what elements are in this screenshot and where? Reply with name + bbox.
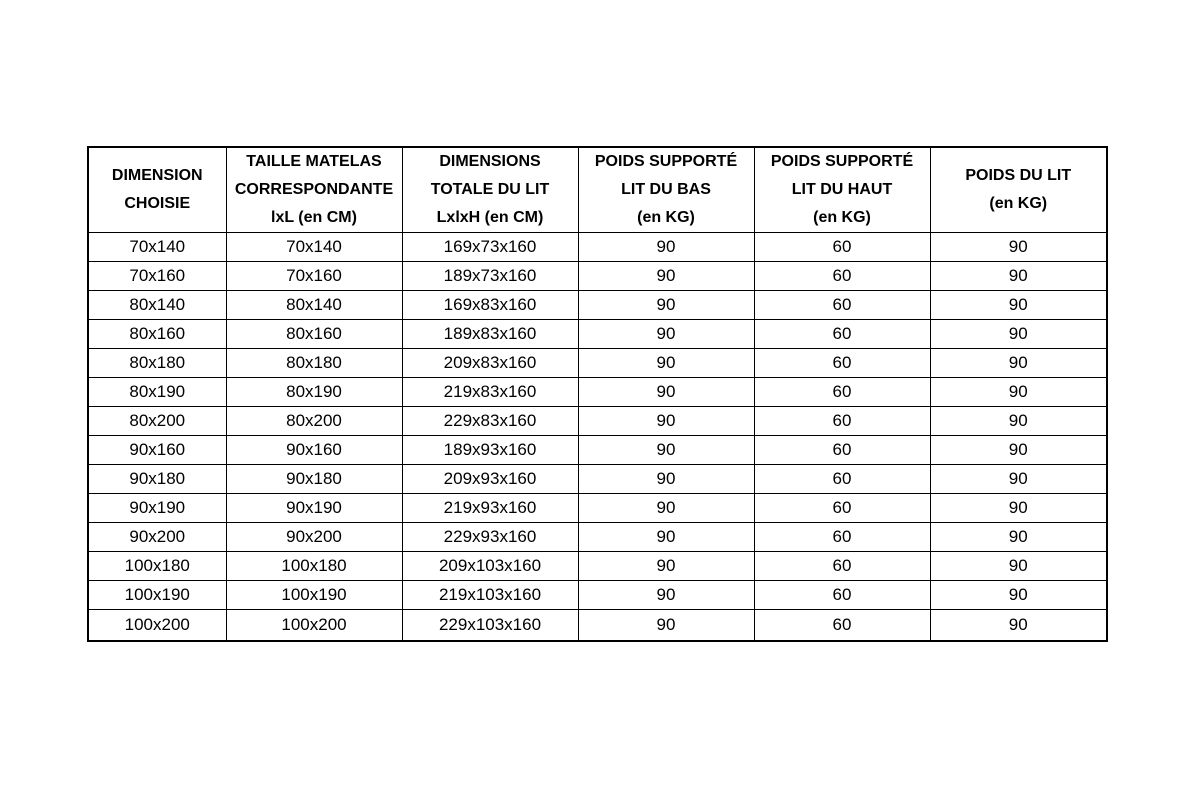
cell-poids-lit-haut: 60 bbox=[754, 407, 930, 436]
cell-poids-du-lit: 90 bbox=[930, 233, 1107, 262]
cell-dimension-choisie: 90x160 bbox=[88, 436, 226, 465]
cell-poids-lit-haut: 60 bbox=[754, 610, 930, 642]
cell-poids-lit-bas: 90 bbox=[578, 320, 754, 349]
cell-poids-du-lit: 90 bbox=[930, 581, 1107, 610]
bed-dimensions-table bbox=[87, 146, 1108, 642]
cell-dimension-choisie: 70x140 bbox=[88, 233, 226, 262]
cell-poids-lit-bas: 90 bbox=[578, 610, 754, 642]
cell-poids-lit-bas: 90 bbox=[578, 262, 754, 291]
table-row bbox=[88, 436, 1107, 465]
header-line: CORRESPONDANTE bbox=[234, 181, 394, 198]
cell-taille-matelas: 100x190 bbox=[226, 581, 402, 610]
cell-dimension-choisie: 80x180 bbox=[88, 349, 226, 378]
cell-poids-lit-haut: 60 bbox=[754, 349, 930, 378]
cell-taille-matelas: 80x140 bbox=[226, 291, 402, 320]
cell-dimensions-totale: 189x73x160 bbox=[402, 262, 578, 291]
cell-poids-du-lit: 90 bbox=[930, 291, 1107, 320]
header-line: LIT DU HAUT bbox=[791, 181, 893, 198]
cell-poids-lit-haut: 60 bbox=[754, 465, 930, 494]
cell-dimension-choisie: 80x190 bbox=[88, 378, 226, 407]
cell-taille-matelas: 100x180 bbox=[226, 552, 402, 581]
table-row bbox=[88, 233, 1107, 262]
cell-dimensions-totale: 229x103x160 bbox=[402, 610, 578, 642]
header-line: DIMENSION bbox=[111, 167, 203, 184]
cell-poids-lit-haut: 60 bbox=[754, 523, 930, 552]
cell-poids-lit-bas: 90 bbox=[578, 552, 754, 581]
cell-poids-lit-haut: 60 bbox=[754, 494, 930, 523]
cell-poids-du-lit: 90 bbox=[930, 262, 1107, 291]
header-line: DIMENSIONS bbox=[439, 153, 541, 170]
cell-dimensions-totale: 189x83x160 bbox=[402, 320, 578, 349]
header-poids-du-lit bbox=[930, 147, 1107, 233]
header-line: (en KG) bbox=[989, 195, 1048, 212]
cell-dimension-choisie: 70x160 bbox=[88, 262, 226, 291]
header-line: POIDS SUPPORTÉ bbox=[770, 153, 914, 170]
cell-taille-matelas: 90x190 bbox=[226, 494, 402, 523]
cell-poids-lit-bas: 90 bbox=[578, 436, 754, 465]
cell-dimension-choisie: 100x180 bbox=[88, 552, 226, 581]
header-line: (en KG) bbox=[813, 209, 871, 226]
cell-taille-matelas: 90x160 bbox=[226, 436, 402, 465]
cell-poids-du-lit: 90 bbox=[930, 407, 1107, 436]
cell-dimension-choisie: 100x200 bbox=[88, 610, 226, 642]
cell-dimensions-totale: 209x93x160 bbox=[402, 465, 578, 494]
cell-poids-lit-bas: 90 bbox=[578, 291, 754, 320]
cell-dimension-choisie: 90x180 bbox=[88, 465, 226, 494]
cell-poids-lit-haut: 60 bbox=[754, 581, 930, 610]
cell-poids-lit-haut: 60 bbox=[754, 552, 930, 581]
cell-taille-matelas: 100x200 bbox=[226, 610, 402, 642]
table-row bbox=[88, 378, 1107, 407]
cell-poids-du-lit: 90 bbox=[930, 320, 1107, 349]
cell-dimensions-totale: 169x83x160 bbox=[402, 291, 578, 320]
cell-dimensions-totale: 209x83x160 bbox=[402, 349, 578, 378]
cell-poids-du-lit: 90 bbox=[930, 465, 1107, 494]
cell-dimensions-totale: 229x83x160 bbox=[402, 407, 578, 436]
cell-taille-matelas: 90x200 bbox=[226, 523, 402, 552]
cell-poids-du-lit: 90 bbox=[930, 436, 1107, 465]
header-dimension-choisie bbox=[88, 147, 226, 233]
table-row bbox=[88, 610, 1107, 642]
cell-poids-lit-haut: 60 bbox=[754, 291, 930, 320]
cell-poids-lit-haut: 60 bbox=[754, 262, 930, 291]
cell-taille-matelas: 80x160 bbox=[226, 320, 402, 349]
cell-poids-lit-bas: 90 bbox=[578, 378, 754, 407]
table-row bbox=[88, 465, 1107, 494]
table-row bbox=[88, 349, 1107, 378]
cell-dimension-choisie: 100x190 bbox=[88, 581, 226, 610]
cell-poids-du-lit: 90 bbox=[930, 378, 1107, 407]
header-line: TAILLE MATELAS bbox=[246, 153, 382, 170]
table-row bbox=[88, 320, 1107, 349]
header-poids-lit-haut bbox=[754, 147, 930, 233]
table-row bbox=[88, 552, 1107, 581]
cell-dimension-choisie: 80x160 bbox=[88, 320, 226, 349]
cell-dimension-choisie: 80x200 bbox=[88, 407, 226, 436]
table-row bbox=[88, 262, 1107, 291]
table-row bbox=[88, 581, 1107, 610]
header-line: POIDS DU LIT bbox=[965, 167, 1072, 184]
dimensions-table-wrapper bbox=[87, 146, 1106, 642]
cell-poids-lit-haut: 60 bbox=[754, 436, 930, 465]
cell-poids-lit-bas: 90 bbox=[578, 523, 754, 552]
cell-poids-lit-haut: 60 bbox=[754, 378, 930, 407]
header-line: (en KG) bbox=[637, 209, 695, 226]
cell-taille-matelas: 80x190 bbox=[226, 378, 402, 407]
cell-dimensions-totale: 219x83x160 bbox=[402, 378, 578, 407]
cell-taille-matelas: 80x200 bbox=[226, 407, 402, 436]
table-body bbox=[88, 233, 1107, 642]
header-dimensions-totale bbox=[402, 147, 578, 233]
cell-poids-lit-haut: 60 bbox=[754, 320, 930, 349]
cell-dimension-choisie: 90x190 bbox=[88, 494, 226, 523]
cell-poids-du-lit: 90 bbox=[930, 552, 1107, 581]
cell-poids-lit-bas: 90 bbox=[578, 233, 754, 262]
table-row bbox=[88, 407, 1107, 436]
header-line: TOTALE DU LIT bbox=[430, 181, 550, 198]
table-row bbox=[88, 494, 1107, 523]
cell-poids-du-lit: 90 bbox=[930, 494, 1107, 523]
cell-dimensions-totale: 209x103x160 bbox=[402, 552, 578, 581]
cell-poids-lit-haut: 60 bbox=[754, 233, 930, 262]
cell-dimension-choisie: 90x200 bbox=[88, 523, 226, 552]
header-line: LxlxH (en CM) bbox=[436, 209, 544, 226]
cell-poids-lit-bas: 90 bbox=[578, 465, 754, 494]
cell-dimension-choisie: 80x140 bbox=[88, 291, 226, 320]
table-row bbox=[88, 291, 1107, 320]
header-poids-lit-bas bbox=[578, 147, 754, 233]
cell-poids-du-lit: 90 bbox=[930, 349, 1107, 378]
cell-taille-matelas: 90x180 bbox=[226, 465, 402, 494]
cell-dimensions-totale: 219x103x160 bbox=[402, 581, 578, 610]
cell-dimensions-totale: 229x93x160 bbox=[402, 523, 578, 552]
table-row bbox=[88, 523, 1107, 552]
cell-dimensions-totale: 189x93x160 bbox=[402, 436, 578, 465]
header-line: LIT DU BAS bbox=[621, 181, 711, 198]
table-header bbox=[88, 147, 1107, 233]
cell-poids-lit-bas: 90 bbox=[578, 407, 754, 436]
cell-poids-du-lit: 90 bbox=[930, 610, 1107, 642]
cell-poids-lit-bas: 90 bbox=[578, 494, 754, 523]
header-line: lxL (en CM) bbox=[271, 209, 357, 226]
cell-poids-lit-bas: 90 bbox=[578, 581, 754, 610]
header-line: CHOISIE bbox=[124, 195, 191, 212]
cell-poids-lit-bas: 90 bbox=[578, 349, 754, 378]
cell-dimensions-totale: 219x93x160 bbox=[402, 494, 578, 523]
cell-taille-matelas: 70x160 bbox=[226, 262, 402, 291]
header-line: POIDS SUPPORTÉ bbox=[594, 153, 738, 170]
cell-taille-matelas: 70x140 bbox=[226, 233, 402, 262]
cell-dimensions-totale: 169x73x160 bbox=[402, 233, 578, 262]
header-row bbox=[88, 147, 1107, 233]
cell-taille-matelas: 80x180 bbox=[226, 349, 402, 378]
header-taille-matelas bbox=[226, 147, 402, 233]
cell-poids-du-lit: 90 bbox=[930, 523, 1107, 552]
